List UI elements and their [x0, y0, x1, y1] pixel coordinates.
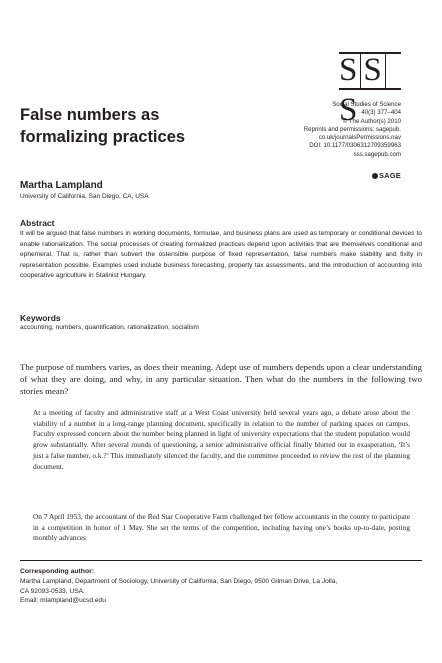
keywords-text: accounting, numbers, quantification, rationalization, socialism — [20, 324, 199, 331]
correspondence-heading: Corresponding author: — [20, 568, 95, 575]
logo-letter: S — [363, 52, 383, 88]
correspondence-address: Martha Lampland, Department of Sociology, University of California, San Diego, 9500 Gilman Drive, La Jolla, — [20, 578, 338, 585]
correspondence-details — [20, 577, 422, 606]
author-affiliation: University of California, San Diego, CA, USA — [20, 193, 149, 200]
journal-info — [251, 101, 401, 159]
sage-circle-icon — [372, 173, 378, 179]
body-paragraph: The purpose of numbers varies, as does their meaning. Adept use of numbers depends upon a clear understanding of what they are doing, and why, in any particular situation. Then what do the numbers in the following two stories mean? — [20, 362, 422, 396]
abstract-heading: Abstract — [20, 218, 55, 228]
title-line: False numbers as — [20, 106, 160, 124]
journal-reprints-link[interactable]: co.uk/journalsPermissions.nav — [318, 134, 401, 142]
correspondence-address: CA 92093-0533, USA. — [20, 587, 85, 595]
article-title — [20, 104, 250, 148]
journal-name: Social Studies of Science — [332, 101, 401, 108]
keywords-heading: Keywords — [20, 313, 61, 323]
footnote-rule — [20, 560, 422, 561]
author-name: Martha Lampland — [20, 180, 103, 191]
correspondence-email[interactable]: Email: mlampland@ucsd.edu — [20, 597, 106, 605]
journal-doi[interactable]: DOI: 10.1177/0306312709359963 — [309, 142, 401, 150]
abstract-text: It will be argued that false numbers in working documents, formulae, and business plans are used as temporary or conditional devices to enable rationalization. The social processes of creating formalized practices depend upon activities that are themselves conditional and ephemeral. That is, rather than subvert the ostensible purpose of fixed representation, false numbers make stability and fixity in representation possible. Examples used include business forecasting, property tax assessments, and the introduction of accounting into cooperative agriculture in Stalinist Hungary. — [20, 230, 422, 280]
publisher-name: SAGE — [378, 171, 401, 180]
journal-site[interactable]: sss.sagepub.com — [353, 150, 401, 158]
logo-letter: S — [339, 52, 359, 88]
journal-copyright: © The Author(s) 2010 — [342, 117, 401, 125]
publisher-logo — [372, 171, 401, 180]
journal-volume: 40(3) 377–404 — [361, 109, 401, 117]
title-line: formalizing practices — [20, 128, 186, 146]
block-quote: At a meeting of faculty and administrative staff at a West Coast university held several years ago, a debate arose about the viability of a number in a long-range planning document, specifically in relation to the number of parking spaces on campus. Faculty expressed concern about the number being planned in light of university expectations that the student population would grow substantially. After several rounds of questioning, a senior administrative official finally blurted out in exasperation, ‘It’s just a false number, o.k.?’ This immediately silenced the faculty, and the committee proceeded to review the rest of the planning document. — [33, 408, 410, 471]
logo-divider — [385, 54, 386, 90]
journal-reprints: Reprints and permissions: sagepub. — [303, 125, 401, 133]
block-quote: On 7 April 1953, the accountant of the Red Star Cooperative Farm challenged her fellow accountants in the county to participate in a competition in honor of 1 May. She set the terms of the competition, including having one’s books up-to-date, posting monthly advances — [33, 512, 410, 543]
logo-bottom-rule — [339, 88, 401, 90]
logo-divider — [360, 54, 361, 90]
logo-letter: S — [339, 92, 359, 129]
